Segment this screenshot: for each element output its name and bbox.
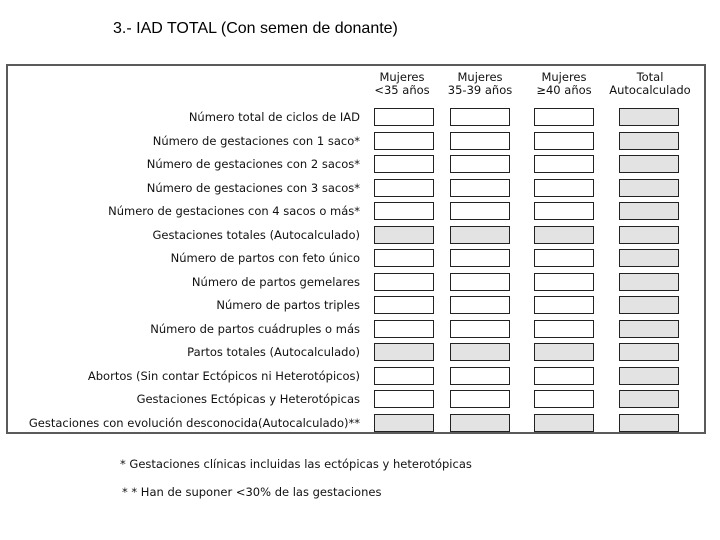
input-field[interactable]	[534, 249, 594, 267]
row-label: Número de partos gemelares	[191, 274, 360, 289]
input-field[interactable]	[374, 249, 434, 267]
form-panel	[6, 64, 706, 434]
input-field[interactable]	[450, 320, 510, 338]
auto-calculated-field	[534, 414, 594, 432]
input-field[interactable]	[374, 273, 434, 291]
column-header-3	[536, 71, 591, 97]
row-label: Número de gestaciones con 1 saco*	[152, 133, 360, 148]
auto-calculated-field	[619, 320, 679, 338]
input-field[interactable]	[450, 108, 510, 126]
input-field[interactable]	[450, 155, 510, 173]
auto-calculated-field	[619, 367, 679, 385]
input-field[interactable]	[374, 108, 434, 126]
row-label: Gestaciones totales (Autocalculado)	[152, 227, 360, 242]
input-field[interactable]	[450, 132, 510, 150]
auto-calculated-field	[450, 414, 510, 432]
input-field[interactable]	[450, 273, 510, 291]
row-label: Número de gestaciones con 3 sacos*	[146, 180, 360, 195]
auto-calculated-field	[534, 343, 594, 361]
column-header-line1: Total	[636, 70, 664, 84]
input-field[interactable]	[374, 367, 434, 385]
row-label: Número de partos cuádruples o más	[150, 321, 360, 336]
column-header-line1: Mujeres	[457, 70, 503, 84]
column-header-line2: Autocalculado	[609, 83, 691, 97]
row-label: Número de partos triples	[216, 298, 360, 312]
input-field[interactable]	[534, 132, 594, 150]
auto-calculated-field	[619, 202, 679, 220]
input-field[interactable]	[450, 390, 510, 408]
auto-calculated-field	[374, 226, 434, 244]
input-field[interactable]	[534, 296, 594, 314]
auto-calculated-field	[450, 226, 510, 244]
row-label: Número de gestaciones con 4 sacos o más*	[108, 204, 360, 218]
auto-calculated-field	[619, 249, 679, 267]
column-header-line1: Mujeres	[541, 70, 587, 84]
auto-calculated-field	[619, 390, 679, 408]
input-field[interactable]	[534, 320, 594, 338]
row-label: Número total de ciclos de IAD	[188, 110, 360, 124]
column-header-line2: 35-39 años	[447, 83, 513, 97]
auto-calculated-field	[374, 414, 434, 432]
input-field[interactable]	[374, 296, 434, 314]
auto-calculated-field	[619, 132, 679, 150]
row-label: Gestaciones Ectópicas y Heterotópicas	[136, 392, 360, 406]
input-field[interactable]	[450, 179, 510, 197]
auto-calculated-field	[619, 155, 679, 173]
column-header-line1: Mujeres	[379, 70, 425, 84]
input-field[interactable]	[374, 155, 434, 173]
input-field[interactable]	[374, 132, 434, 150]
column-header-line2: ≥40 años	[536, 83, 592, 97]
column-header-line2: <35 años	[374, 83, 430, 97]
input-field[interactable]	[450, 367, 510, 385]
page-title: 3.- IAD TOTAL (Con semen de donante)	[113, 20, 398, 37]
column-header-1	[374, 71, 429, 97]
input-field[interactable]	[534, 155, 594, 173]
input-field[interactable]	[534, 202, 594, 220]
auto-calculated-field	[450, 343, 510, 361]
input-field[interactable]	[534, 390, 594, 408]
column-header-2	[448, 71, 512, 97]
auto-calculated-field	[619, 343, 679, 361]
auto-calculated-field	[619, 108, 679, 126]
input-field[interactable]	[534, 108, 594, 126]
input-field[interactable]	[374, 179, 434, 197]
row-label: Gestaciones con evolución desconocida(Autocalculado)**	[28, 415, 360, 430]
auto-calculated-field	[619, 296, 679, 314]
input-field[interactable]	[374, 202, 434, 220]
input-field[interactable]	[450, 202, 510, 220]
footnote-2: * * Han de suponer <30% de las gestaciones	[122, 485, 382, 499]
auto-calculated-field	[619, 273, 679, 291]
row-label: Abortos (Sin contar Ectópicos ni Heterotópicos)	[87, 368, 360, 383]
input-field[interactable]	[534, 179, 594, 197]
row-label: Número de partos con feto único	[170, 251, 360, 265]
input-field[interactable]	[374, 320, 434, 338]
input-field[interactable]	[450, 249, 510, 267]
column-header-4	[609, 71, 690, 97]
auto-calculated-field	[534, 226, 594, 244]
input-field[interactable]	[374, 390, 434, 408]
auto-calculated-field	[619, 226, 679, 244]
row-label: Partos totales (Autocalculado)	[187, 345, 360, 359]
auto-calculated-field	[619, 179, 679, 197]
footnote-1: * Gestaciones clínicas incluidas las ectópicas y heterotópicas	[120, 457, 472, 471]
auto-calculated-field	[619, 414, 679, 432]
input-field[interactable]	[534, 273, 594, 291]
input-field[interactable]	[450, 296, 510, 314]
auto-calculated-field	[374, 343, 434, 361]
input-field[interactable]	[534, 367, 594, 385]
row-label: Número de gestaciones con 2 sacos*	[146, 157, 360, 171]
